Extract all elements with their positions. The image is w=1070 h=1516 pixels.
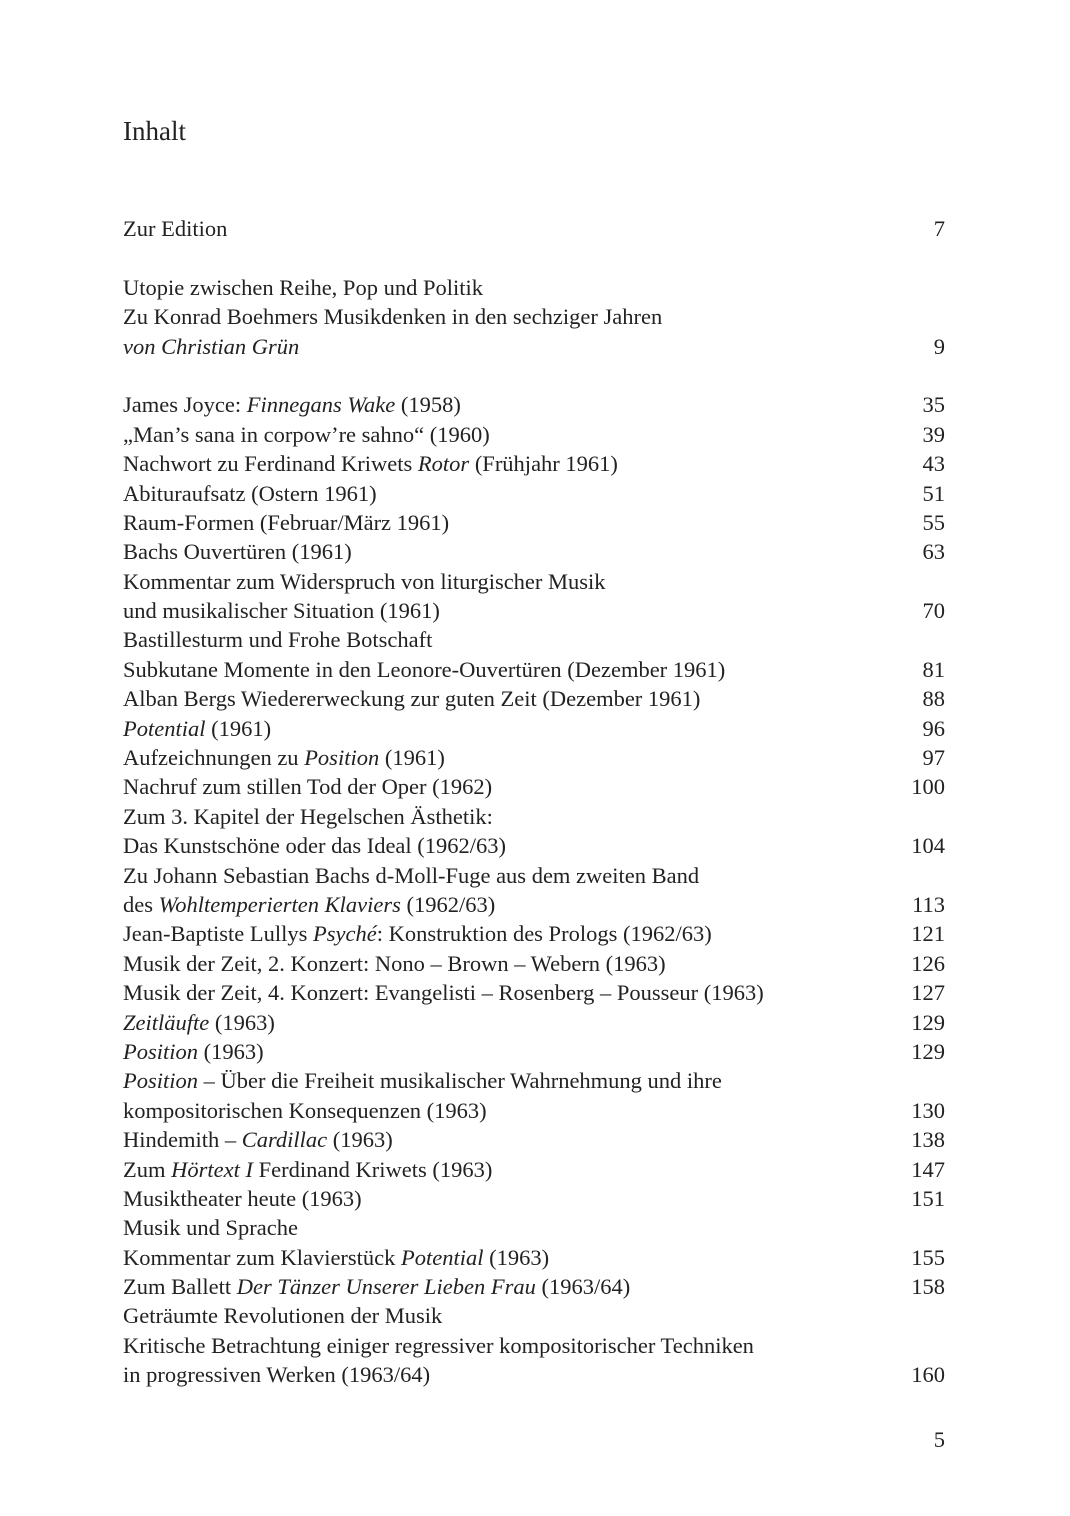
toc-entry-page: 121 [911, 921, 945, 947]
toc-entry-title: von Christian Grün [123, 333, 300, 359]
toc-entry-title: „Man’s sana in corpow’re sahno“ (1960) [123, 421, 490, 447]
toc-entry-page: 35 [922, 392, 945, 418]
toc-entry [123, 1037, 945, 1066]
page-title: Inhalt [123, 116, 186, 146]
toc-entry [123, 1331, 945, 1360]
toc-entry-title: Bachs Ouvertüren (1961) [123, 539, 352, 565]
toc-entry [123, 1125, 945, 1154]
toc-entry-page: 127 [911, 980, 945, 1006]
toc-entry [123, 390, 945, 419]
toc-entry [123, 449, 945, 478]
toc-entry-page: 43 [922, 451, 945, 477]
toc-entry-title: Alban Bergs Wiedererweckung zur guten Zeit (Dezember 1961) [123, 686, 701, 712]
toc-entry-page: 7 [933, 216, 945, 241]
toc-entry-title: Utopie zwischen Reihe, Pop und Politik [123, 274, 483, 300]
toc-entry-title: Musiktheater heute (1963) [123, 1185, 362, 1211]
toc-entry-title: Zeitläufte (1963) [123, 1009, 275, 1035]
toc-entry [123, 596, 945, 625]
toc-entry-page: 9 [933, 333, 945, 359]
toc-entry [123, 1301, 945, 1330]
toc-entry-page: 138 [911, 1127, 945, 1153]
toc-entry [123, 273, 945, 302]
toc-entry [123, 978, 945, 1007]
toc-entry [123, 625, 945, 654]
toc-entry-page: 155 [911, 1244, 945, 1270]
toc-entry-page: 160 [911, 1362, 945, 1388]
toc-entry [123, 655, 945, 684]
toc-entry [123, 214, 945, 243]
toc-entry-title: Nachruf zum stillen Tod der Oper (1962) [123, 774, 493, 800]
toc-entry-title: Nachwort zu Ferdinand Kriwets Rotor (Frühjahr 1961) [123, 451, 618, 477]
toc-entry-page: 97 [922, 745, 945, 771]
toc-entry [123, 508, 945, 537]
toc-entry [123, 861, 945, 890]
toc-entry-title: kompositorischen Konsequenzen (1963) [123, 1097, 487, 1123]
toc-entry-page: 113 [912, 891, 945, 917]
toc-entry [123, 831, 945, 860]
toc-entry-title: des Wohltemperierten Klaviers (1962/63) [123, 891, 496, 917]
toc-entry-title: Raum-Formen (Februar/März 1961) [123, 509, 450, 535]
toc-entry [123, 1360, 945, 1389]
toc-entry-title: Musik und Sprache [123, 1215, 298, 1241]
toc-entry [123, 1066, 945, 1095]
toc-entry-title: Zum Ballett Der Tänzer Unserer Lieben Frau (1963/64) [123, 1274, 631, 1300]
toc-entry-page: 39 [922, 421, 945, 447]
toc-entry-page: 129 [911, 1009, 945, 1035]
toc-entry-title: James Joyce: Finnegans Wake (1958) [123, 392, 461, 418]
table-of-contents [123, 214, 945, 1390]
toc-entry-page: 55 [922, 509, 945, 535]
toc-entry [123, 1272, 945, 1301]
toc-entry [123, 802, 945, 831]
toc-entry-title: Abituraufsatz (Ostern 1961) [123, 480, 377, 506]
toc-entry-page: 129 [911, 1038, 945, 1064]
toc-entry [123, 1184, 945, 1213]
toc-entry [123, 684, 945, 713]
toc-entry [123, 1243, 945, 1272]
toc-entry-title: Position – Über die Freiheit musikalischer Wahrnehmung und ihre [123, 1068, 722, 1094]
toc-entry-title: Subkutane Momente in den Leonore-Ouvertüren (Dezember 1961) [123, 656, 726, 682]
toc-entry-title: Zum Hörtext I Ferdinand Kriwets (1963) [123, 1156, 493, 1182]
toc-entry [123, 919, 945, 948]
toc-entry-page: 88 [922, 686, 945, 712]
toc-entry [123, 1155, 945, 1184]
toc-entry-page: 158 [911, 1274, 945, 1300]
toc-entry-title: Musik der Zeit, 4. Konzert: Evangelisti – Rosenberg – Pousseur (1963) [123, 980, 764, 1006]
toc-entry [123, 743, 945, 772]
page-number: 5 [933, 1427, 945, 1452]
toc-entry-title: Zu Konrad Boehmers Musikdenken in den sechziger Jahren [123, 304, 663, 330]
toc-entry [123, 949, 945, 978]
toc-entry-title: Geträumte Revolutionen der Musik [123, 1303, 443, 1329]
toc-entry-title: Zu Johann Sebastian Bachs d-Moll-Fuge aus dem zweiten Band [123, 862, 700, 888]
toc-entry [123, 1213, 945, 1242]
toc-entry-page: 51 [922, 480, 945, 506]
toc-entry-page: 104 [911, 833, 945, 859]
toc-entry-page: 63 [922, 539, 945, 565]
toc-entry-page: 151 [911, 1185, 945, 1211]
toc-entry [123, 479, 945, 508]
toc-entry [123, 537, 945, 566]
toc-entry-title: in progressiven Werken (1963/64) [123, 1362, 431, 1388]
toc-entry-title: Musik der Zeit, 2. Konzert: Nono – Brown – Webern (1963) [123, 950, 666, 976]
toc-entry-page: 147 [911, 1156, 945, 1182]
toc-entry [123, 1096, 945, 1125]
toc-entry [123, 420, 945, 449]
toc-entry [123, 567, 945, 596]
toc-entry-page: 130 [911, 1097, 945, 1123]
toc-entry-page: 81 [922, 656, 945, 682]
toc-entry-title: Zur Edition [123, 216, 228, 241]
toc-entry-title: Zum 3. Kapitel der Hegelschen Ästhetik: [123, 803, 493, 829]
toc-entry-title: Potential (1961) [123, 715, 272, 741]
toc-entry-page: 70 [922, 598, 945, 624]
toc-entry-page: 96 [922, 715, 945, 741]
toc-entry-title: Hindemith – Cardillac (1963) [123, 1127, 393, 1153]
toc-entry-title: Bastillesturm und Frohe Botschaft [123, 627, 433, 653]
toc-entry [123, 302, 945, 331]
toc-entry-title: Kommentar zum Widerspruch von liturgischer Musik [123, 568, 606, 594]
toc-entry-title: Kritische Betrachtung einiger regressiver kompositorischer Techniken [123, 1332, 754, 1358]
toc-entry-title: Kommentar zum Klavierstück Potential (1963) [123, 1244, 550, 1270]
toc-entry-page: 100 [911, 774, 945, 800]
toc-entry [123, 332, 945, 361]
toc-entry [123, 772, 945, 801]
toc-entry-title: Jean-Baptiste Lullys Psyché: Konstruktion des Prologs (1962/63) [123, 921, 712, 947]
toc-entry-title: und musikalischer Situation (1961) [123, 598, 440, 624]
toc-entry-title: Das Kunstschöne oder das Ideal (1962/63) [123, 833, 507, 859]
toc-entry-title: Aufzeichnungen zu Position (1961) [123, 745, 445, 771]
toc-entry [123, 890, 945, 919]
toc-entry [123, 714, 945, 743]
toc-entry [123, 1008, 945, 1037]
toc-entry-page: 126 [911, 950, 945, 976]
toc-entry-title: Position (1963) [123, 1038, 264, 1064]
